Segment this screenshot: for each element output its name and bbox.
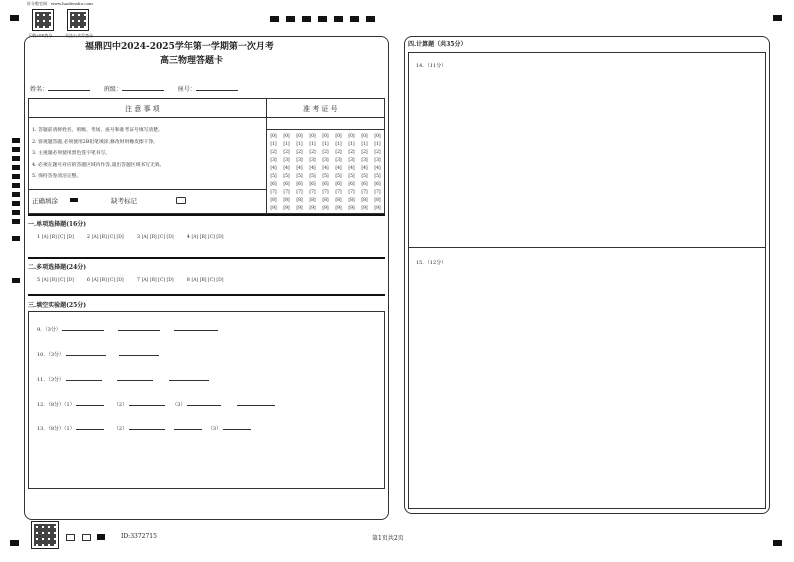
exam-id-bubble[interactable]: [9]	[283, 206, 290, 211]
exam-id-bubble[interactable]: [2]	[348, 150, 355, 155]
exam-id-bubble[interactable]: [3]	[348, 158, 355, 163]
exam-id-bubble[interactable]: [6]	[309, 182, 316, 187]
exam-id-bubble[interactable]: [7]	[270, 190, 277, 195]
exam-id-bubble[interactable]: [6]	[374, 182, 381, 187]
exam-id-bubble[interactable]: [0]	[283, 134, 290, 139]
q15-answer-box[interactable]	[408, 248, 766, 509]
site-url: 好分数官网：www.haofenshu.com	[27, 1, 93, 6]
exam-id-bubble[interactable]: [5]	[322, 174, 329, 179]
notice-item: 3. 主观题必须使用黑色签字笔书写。	[32, 151, 111, 156]
exam-id-bubble[interactable]: [8]	[270, 198, 277, 203]
exam-id-bubble[interactable]: [9]	[270, 206, 277, 211]
section-divider	[28, 257, 385, 259]
exam-id-bubble[interactable]: [1]	[322, 142, 329, 147]
exam-id-bubble[interactable]: [7]	[335, 190, 342, 195]
exam-id-bubble[interactable]: [6]	[270, 182, 277, 187]
q14-answer-box[interactable]	[408, 52, 766, 248]
exam-id-bubble[interactable]: [3]	[270, 158, 277, 163]
exam-id-bubble[interactable]: [4]	[348, 166, 355, 171]
correct-fill-sample	[70, 198, 78, 202]
exam-id-bubble[interactable]: [1]	[296, 142, 303, 147]
title-line-1: 福鼎四中2024-2025学年第一学期第一次月考	[85, 42, 274, 52]
exam-id-bubble[interactable]: [2]	[335, 150, 342, 155]
footer-box-3	[97, 534, 105, 540]
footer-box-2	[82, 534, 91, 541]
exam-id-heading: 准 考 证 号	[303, 105, 338, 113]
section1-title: 一.单项选择题(16分)	[28, 221, 87, 228]
exam-id-bubble[interactable]: [1]	[270, 142, 277, 147]
fill-example-bar	[28, 189, 267, 190]
q-options: [A] [B] [C] [D]	[191, 235, 224, 240]
notice-heading: 注 意 事 项	[125, 105, 160, 113]
q-options: [A] [B] [C] [D]	[41, 278, 74, 283]
q-number: 5	[37, 277, 41, 283]
exam-id-bubble[interactable]: [3]	[283, 158, 290, 163]
exam-id-bubble[interactable]: [9]	[296, 206, 303, 211]
q-number: 1	[37, 234, 41, 240]
exam-id-bubble[interactable]: [5]	[283, 174, 290, 179]
section1-questions[interactable]	[37, 234, 228, 240]
footer-page: 第1页共2页	[372, 535, 404, 542]
exam-id-column[interactable]	[371, 133, 384, 213]
q15-label: 15．（12分）	[416, 260, 447, 266]
exam-id-bubble[interactable]: [5]	[348, 174, 355, 179]
q9-row[interactable]	[37, 324, 218, 333]
exam-id-bubble[interactable]: [3]	[335, 158, 342, 163]
exam-id-bubble[interactable]: [2]	[296, 150, 303, 155]
exam-id-bubble[interactable]: [6]	[361, 182, 368, 187]
exam-id-bubble[interactable]: [3]	[309, 158, 316, 163]
q13-row[interactable]: 13．（8分）（1） （2） （3）	[37, 423, 251, 432]
q13-label: 13．（8分）（1）	[37, 426, 75, 432]
exam-id-bubble[interactable]: [4]	[270, 166, 277, 171]
exam-id-bubble[interactable]: [0]	[374, 134, 381, 139]
title-line-2: 高三物理答题卡	[160, 56, 224, 66]
corner-mark	[10, 540, 19, 546]
exam-id-bubble[interactable]: [7]	[322, 190, 329, 195]
notice-item: 2. 客观题答题,必须使用2B铅笔填涂,修改时用橡皮擦干净。	[32, 139, 159, 145]
q11-label: 11．（3分）	[37, 377, 65, 383]
class-field[interactable]	[122, 84, 164, 91]
q10-row[interactable]	[37, 349, 159, 358]
exam-id-bubble[interactable]: [9]	[374, 206, 381, 211]
q-number: 7	[136, 277, 141, 283]
exam-id-bubble[interactable]: [8]	[296, 198, 303, 203]
q-number: 3	[136, 234, 141, 240]
footer-qr-code	[31, 521, 59, 549]
exam-id-column[interactable]	[319, 133, 332, 213]
exam-id-bubble[interactable]: [0]	[296, 134, 303, 139]
exam-id-bubble[interactable]: [8]	[335, 198, 342, 203]
q9-label: 9．（3分）	[37, 327, 61, 333]
q-options: [A] [B] [C] [D]	[191, 278, 224, 283]
q-options: [A] [B] [C] [D]	[41, 235, 74, 240]
name-field[interactable]	[48, 84, 90, 91]
footer-box-1	[66, 534, 75, 541]
exam-id-column[interactable]	[280, 133, 293, 213]
exam-id-bubble[interactable]: [7]	[296, 190, 303, 195]
exam-id-bubble[interactable]: [4]	[335, 166, 342, 171]
section4-title: 四.计算题（共35分）	[408, 41, 467, 48]
exam-id-bubble[interactable]: [1]	[309, 142, 316, 147]
exam-id-column[interactable]	[306, 133, 319, 213]
exam-id-bubble[interactable]: [2]	[374, 150, 381, 155]
exam-id-bubble[interactable]: [1]	[348, 142, 355, 147]
q-number: 6	[86, 277, 91, 283]
section2-questions[interactable]	[37, 277, 228, 283]
exam-id-bubble[interactable]: [0]	[309, 134, 316, 139]
notice-list	[32, 125, 164, 183]
exam-id-bubble[interactable]: [6]	[348, 182, 355, 187]
q12-row[interactable]: 12．（8分）（1） （2） （3）	[37, 399, 275, 408]
exam-id-bubble[interactable]: [8]	[348, 198, 355, 203]
exam-id-bubble[interactable]: [1]	[283, 142, 290, 147]
exam-id-bubble[interactable]: [9]	[335, 206, 342, 211]
q-options: [A] [B] [C] [D]	[141, 235, 174, 240]
exam-id-bubble[interactable]: [8]	[374, 198, 381, 203]
exam-id-bubble[interactable]: [4]	[361, 166, 368, 171]
exam-id-bubble[interactable]: [2]	[270, 150, 277, 155]
exam-id-bubble[interactable]: [5]	[361, 174, 368, 179]
exam-id-bubble[interactable]: [7]	[348, 190, 355, 195]
exam-id-bubble[interactable]: [4]	[283, 166, 290, 171]
exam-id-bubble[interactable]: [5]	[309, 174, 316, 179]
exam-id-column[interactable]	[345, 133, 358, 213]
exam-id-bubble[interactable]: [6]	[335, 182, 342, 187]
exam-id-bubble[interactable]: [5]	[270, 174, 277, 179]
exam-id-grid[interactable]	[267, 133, 384, 213]
exam-id-bubble[interactable]: [7]	[309, 190, 316, 195]
exam-id-bubble[interactable]: [3]	[322, 158, 329, 163]
exam-id-bubble[interactable]: [9]	[309, 206, 316, 211]
exam-id-bubble[interactable]: [5]	[296, 174, 303, 179]
q-number: 8	[186, 277, 190, 283]
exam-id-bubble[interactable]: [3]	[296, 158, 303, 163]
corner-mark	[773, 540, 782, 546]
section3-title: 三.填空实验题(25分)	[28, 302, 87, 309]
q11-row[interactable]	[37, 374, 209, 383]
exam-id-bubble[interactable]: [7]	[361, 190, 368, 195]
exam-id-bubble[interactable]: [9]	[348, 206, 355, 211]
q-options: [A] [B] [C] [D]	[91, 235, 124, 240]
q12-label: 12．（8分）（1）	[37, 402, 75, 408]
app-qr-code	[32, 9, 54, 31]
seat-label: 座号：	[177, 86, 196, 93]
exam-id-column[interactable]	[358, 133, 371, 213]
q-number: 2	[86, 234, 91, 240]
wechat-qr-code	[67, 9, 89, 31]
exam-id-column[interactable]	[293, 133, 306, 213]
exam-id-bubble[interactable]: [0]	[270, 134, 277, 139]
correct-fill-label: 正确填涂	[32, 197, 58, 205]
exam-id-bubble[interactable]: [4]	[309, 166, 316, 171]
exam-id-bubble[interactable]: [1]	[374, 142, 381, 147]
exam-id-bubble[interactable]: [7]	[374, 190, 381, 195]
exam-id-bubble[interactable]: [2]	[309, 150, 316, 155]
exam-id-bubble[interactable]: [8]	[309, 198, 316, 203]
exam-id-bubble[interactable]: [4]	[296, 166, 303, 171]
exam-id-bubble[interactable]: [3]	[374, 158, 381, 163]
student-info-row	[30, 84, 238, 93]
corner-mark	[10, 15, 19, 21]
corner-mark	[773, 15, 782, 21]
exam-id-bubble[interactable]: [6]	[322, 182, 329, 187]
q14-label: 14．（11分）	[416, 63, 447, 69]
q-options: [A] [B] [C] [D]	[91, 278, 124, 283]
name-label: 姓名：	[30, 86, 49, 93]
exam-id-column[interactable]	[332, 133, 345, 213]
q-number: 4	[186, 234, 190, 240]
exam-id-bubble[interactable]: [0]	[348, 134, 355, 139]
seat-field[interactable]	[196, 84, 238, 91]
footer-id: ID:3372715	[121, 533, 157, 540]
section-divider	[28, 214, 385, 216]
exam-id-bubble[interactable]: [4]	[322, 166, 329, 171]
exam-id-bubble[interactable]: [4]	[374, 166, 381, 171]
exam-id-bubble[interactable]: [6]	[296, 182, 303, 187]
exam-id-bubble[interactable]: [1]	[335, 142, 342, 147]
class-label: 班级：	[103, 86, 122, 93]
exam-id-column[interactable]	[267, 133, 280, 213]
wechat-qr-caption: 关注公众号查分	[65, 33, 93, 38]
exam-id-entry-row	[266, 118, 385, 130]
exam-id-bubble[interactable]: [2]	[283, 150, 290, 155]
exam-id-bubble[interactable]: [5]	[374, 174, 381, 179]
q10-label: 10．（3分）	[37, 352, 65, 358]
absent-checkbox[interactable]	[176, 197, 186, 204]
exam-id-bubble[interactable]: [2]	[361, 150, 368, 155]
exam-id-bubble[interactable]: [8]	[283, 198, 290, 203]
notice-item: 5. 保持答卷清洁完整。	[32, 174, 82, 179]
exam-id-bubble[interactable]: [5]	[335, 174, 342, 179]
section2-title: 二.多项选择题(24分)	[28, 264, 87, 271]
exam-id-bubble[interactable]: [0]	[335, 134, 342, 139]
exam-id-bubble[interactable]: [3]	[361, 158, 368, 163]
notice-item: 1. 答题前请将姓名、班级、考场、座号和准考证号填写清楚。	[32, 128, 163, 133]
exam-id-bubble[interactable]: [2]	[322, 150, 329, 155]
app-qr-caption: 下载APP查分	[28, 33, 53, 38]
absent-label: 缺考标记	[111, 197, 137, 205]
section-divider	[28, 294, 385, 296]
exam-id-bubble[interactable]: [8]	[322, 198, 329, 203]
exam-id-bubble[interactable]: [1]	[361, 142, 368, 147]
exam-id-bubble[interactable]: [9]	[322, 206, 329, 211]
exam-id-bubble[interactable]: [0]	[361, 134, 368, 139]
exam-id-bubble[interactable]: [0]	[322, 134, 329, 139]
exam-id-bubble[interactable]: [8]	[361, 198, 368, 203]
exam-id-bubble[interactable]: [9]	[361, 206, 368, 211]
notice-item: 4. 必须在题号对应的答题区域内作答,超出答题区域书写无效。	[32, 162, 165, 168]
exam-id-bubble[interactable]: [7]	[283, 190, 290, 195]
q-options: [A] [B] [C] [D]	[141, 278, 174, 283]
exam-id-bubble[interactable]: [6]	[283, 182, 290, 187]
